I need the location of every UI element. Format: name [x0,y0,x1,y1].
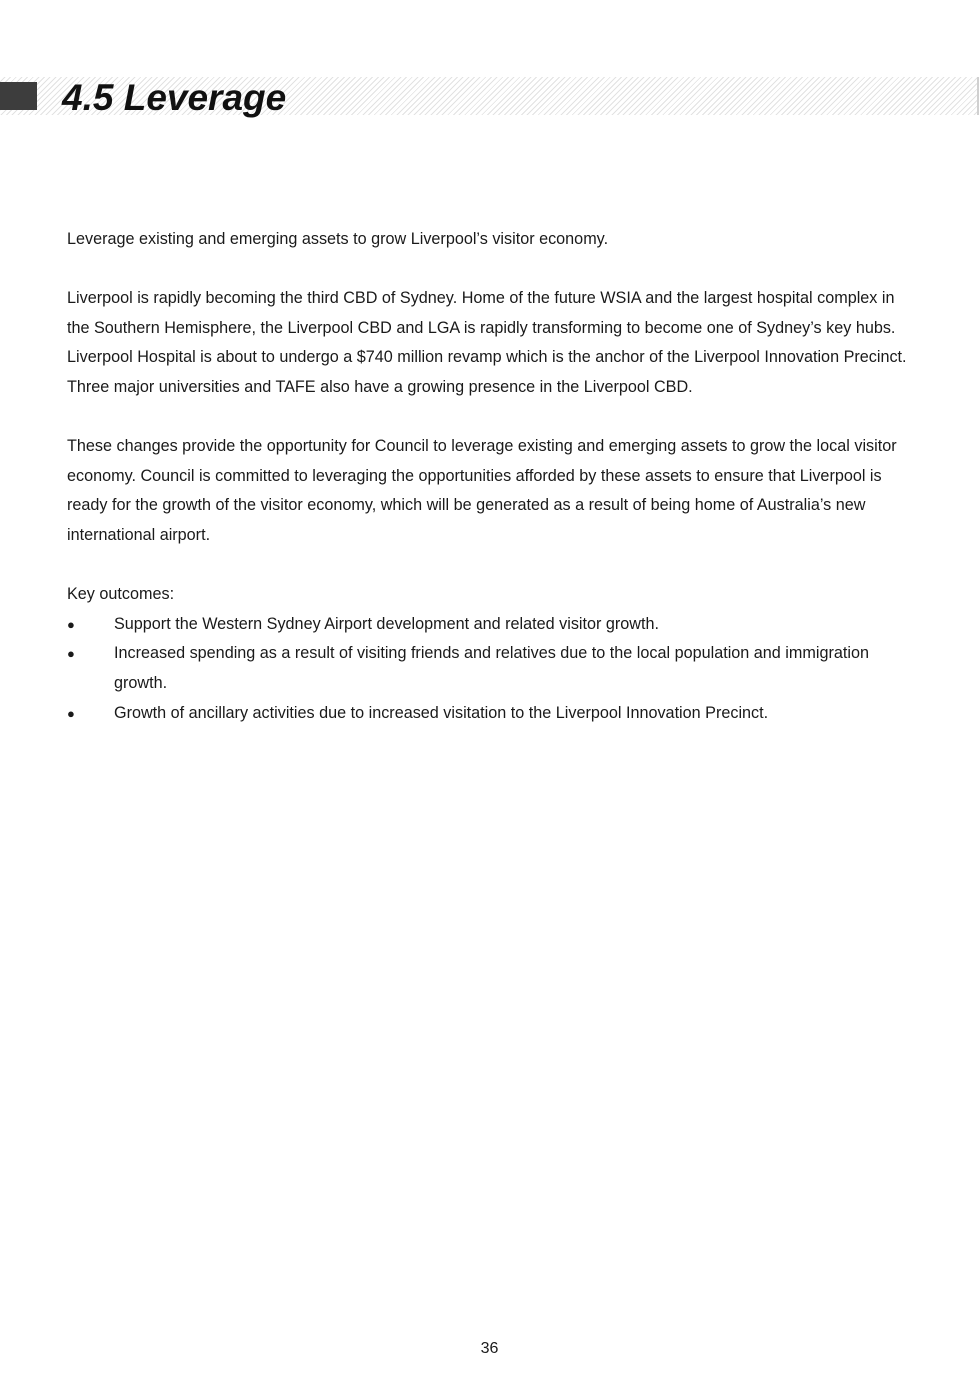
paragraph-spacer [67,255,917,285]
bullet-icon: ● [67,646,75,662]
key-outcome-item [67,610,917,640]
section-title: 4.5 Leverage [62,77,287,118]
intro-paragraph: Leverage existing and emerging assets to grow Liverpool’s visitor economy. [67,230,609,248]
section-body [67,225,917,728]
key-outcome-text: Increased spending as a result of visiting friends and relatives due to the local population and immigration growth. [114,644,869,692]
key-outcome-item [67,699,917,729]
liverpool-cbd-paragraph: Liverpool is rapidly becoming the third CBD of Sydney. Home of the future WSIA and the largest hospital complex in the Southern Hemisphere, the Liverpool CBD and LGA is rapidly transforming to become one of Sydney’s key hubs. Liverpool Hospital is about to undergo a $740 million revamp which is the anchor of the Liverpool Innovation Precinct. Three major universities and TAFE also have a growing presence in the Liverpool CBD. [67,289,907,396]
key-outcomes-label: Key outcomes: [67,585,175,604]
heading-marker [0,82,37,110]
bullet-icon: ● [67,705,75,721]
key-outcome-text: Support the Western Sydney Airport development and related visitor growth. [114,614,659,633]
paragraph-spacer [67,403,917,433]
page-number: 36 [480,1340,499,1357]
key-outcome-item [67,639,917,698]
bullet-icon: ● [67,616,75,632]
paragraph-spacer [67,551,917,581]
key-outcome-text: Growth of ancillary activities due to increased visitation to the Liverpool Innovation Precinct. [114,703,769,722]
opportunity-paragraph: These changes provide the opportunity for Council to leverage existing and emerging assets to grow the local visitor economy. Council is committed to leveraging the opportunities afforded by these assets to ensure that Liverpool is ready for the growth of the visitor economy, which will be generated as a result of being home of Australia’s new international airport. [67,437,897,544]
key-outcomes-list [67,610,917,728]
